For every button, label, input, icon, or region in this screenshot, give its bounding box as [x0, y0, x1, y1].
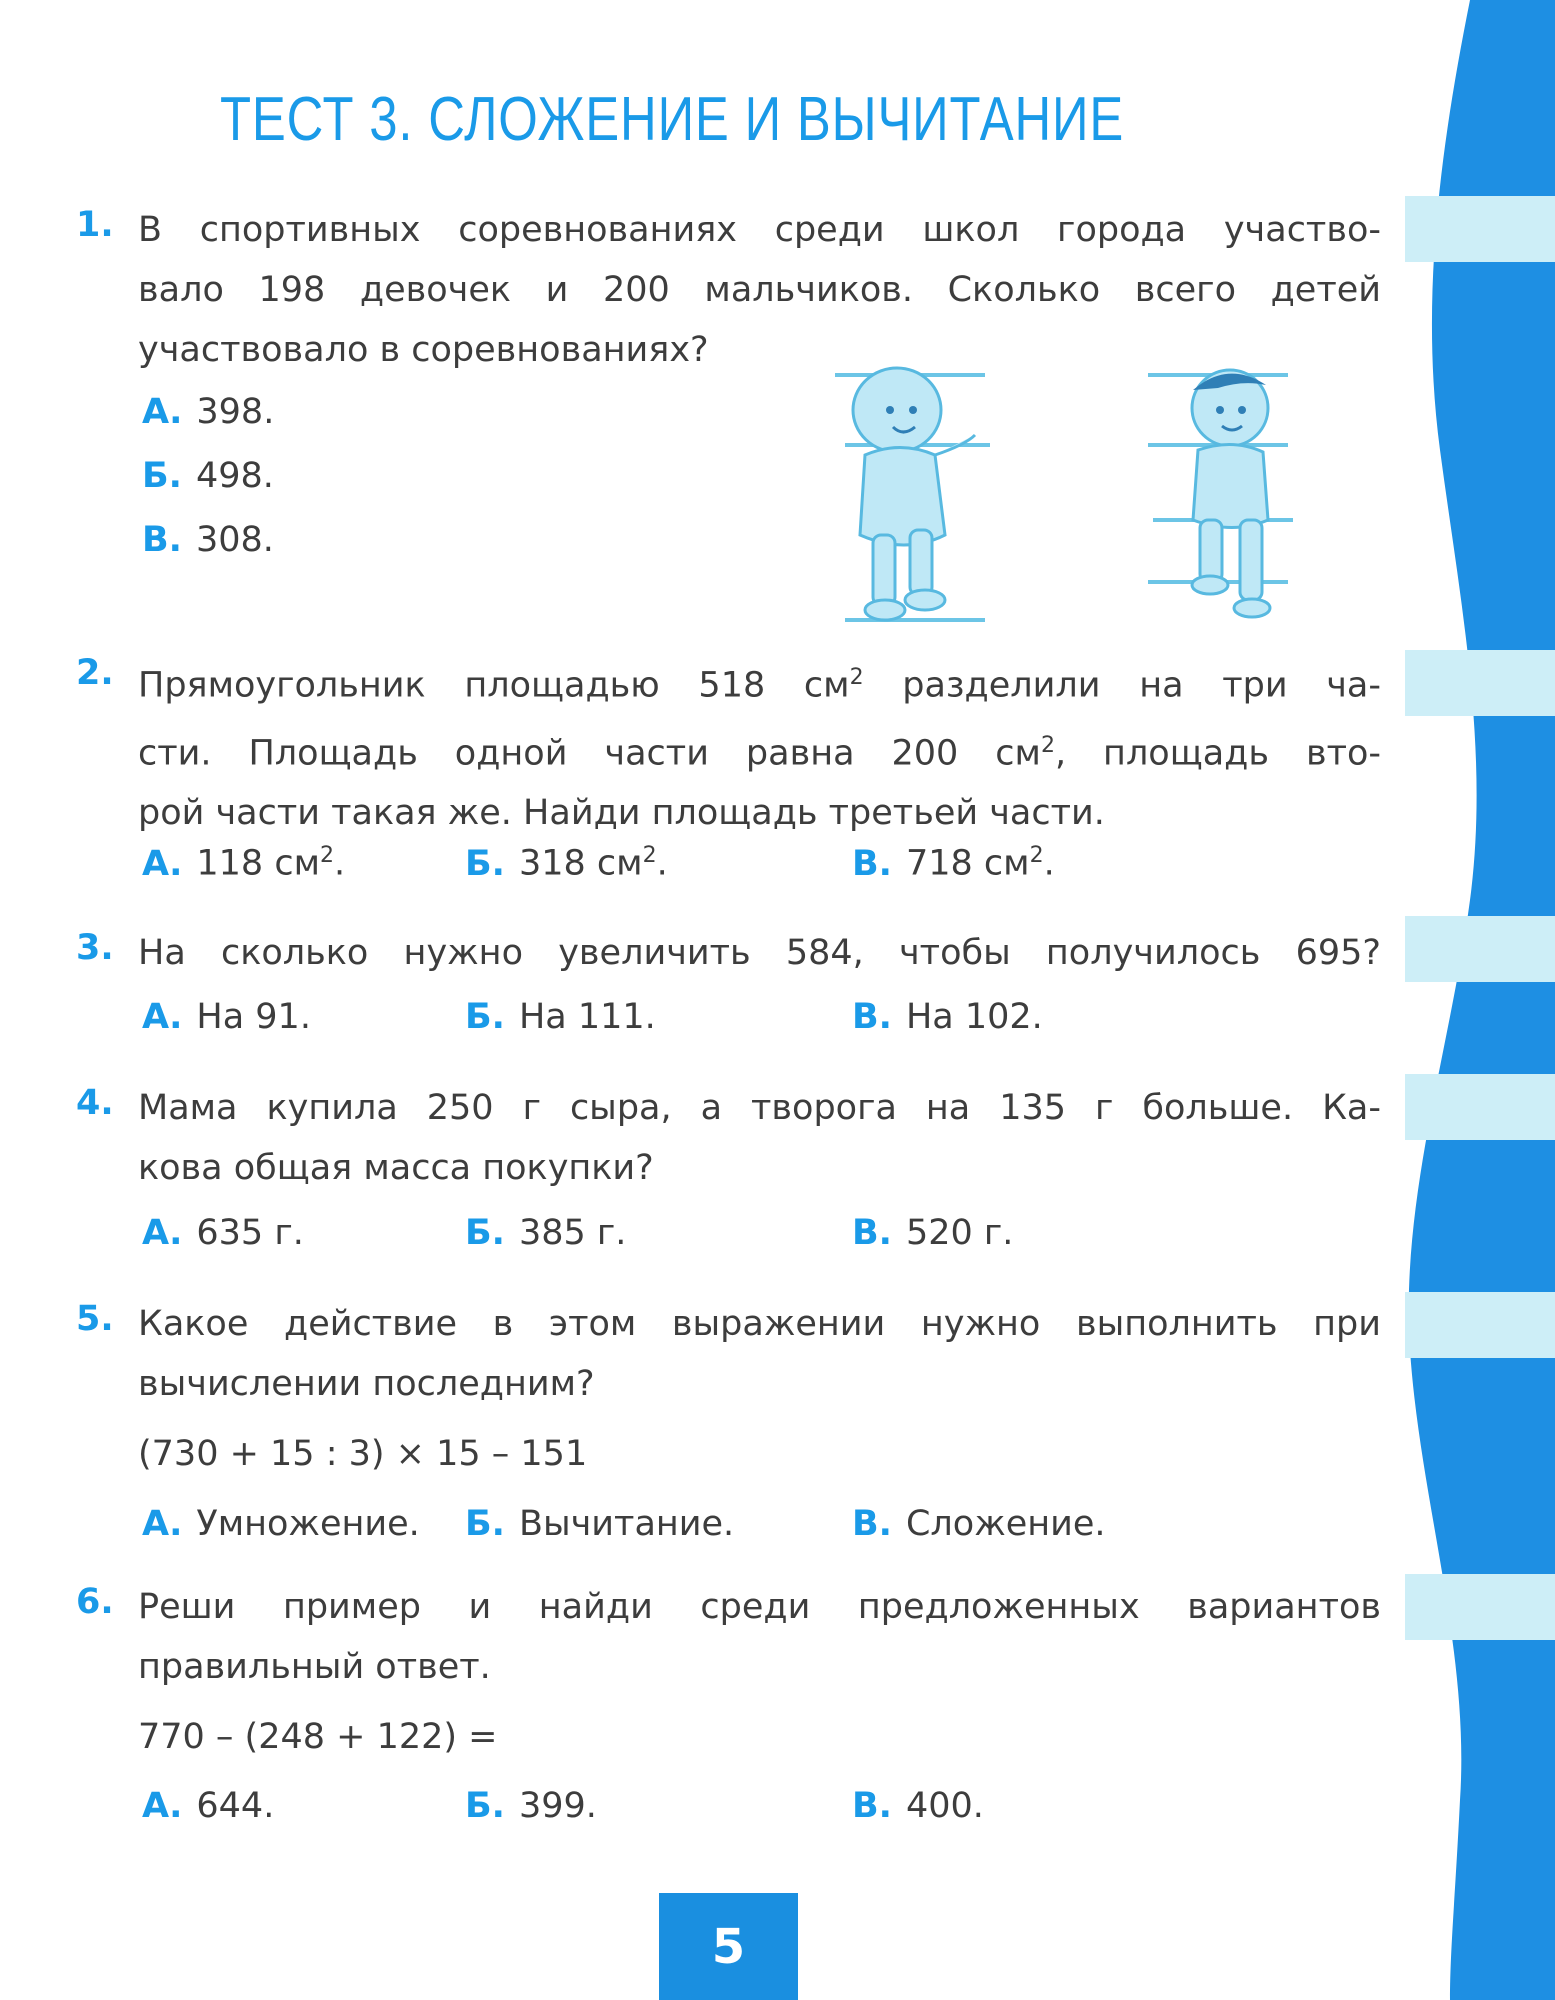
option-letter: Б.: [465, 1504, 505, 1544]
question-number: 4.: [76, 1083, 114, 1123]
option-text: На 91.: [196, 997, 311, 1037]
text-line: На сколько нужно увеличить 584, чтобы получилось 695?: [138, 933, 1381, 973]
question-3: [76, 923, 1381, 983]
answer-option-b[interactable]: Б. 318 $см^2$.: [465, 843, 668, 884]
girl-climbing-illustration: [825, 355, 995, 635]
text-line: правильный ответ.: [138, 1647, 491, 1687]
stripe-1: [1405, 196, 1555, 262]
text-line: вало 198 девочек и 200 мальчиков. Сколько всего детей: [138, 270, 1381, 310]
question-number: 3.: [76, 928, 114, 968]
option-text: Сложение.: [905, 1504, 1106, 1544]
option-text: 718 см: [905, 843, 1030, 884]
option-letter: Б.: [465, 1213, 505, 1253]
question-5: [76, 1294, 1381, 1414]
option-letter: А.: [142, 997, 183, 1037]
text-line: вычислении последним?: [138, 1364, 595, 1404]
question-1: [76, 200, 1381, 380]
answer-option-b[interactable]: [465, 1786, 597, 1826]
option-letter: Б.: [465, 997, 505, 1037]
stripe-5: [1405, 1292, 1555, 1358]
answer-option-b[interactable]: [465, 1213, 626, 1253]
text-line: сти. Площадь одной части равна 200 $см^2$, площадь вто-: [138, 732, 1381, 774]
answer-option-a[interactable]: А. 118 $см^2$.: [142, 843, 346, 884]
question-2: [76, 648, 1381, 843]
stripe-2: [1405, 650, 1555, 716]
answer-option-c[interactable]: [852, 1786, 984, 1826]
answer-option-b[interactable]: [142, 456, 274, 496]
stripe-4: [1405, 1074, 1555, 1140]
option-text: 520 г.: [905, 1213, 1014, 1253]
option-text: Умножение.: [196, 1504, 420, 1544]
answer-option-a[interactable]: [142, 392, 274, 432]
option-letter: В.: [852, 1504, 892, 1544]
option-letter: А.: [142, 1504, 183, 1544]
text-line: Мама купила 250 г сыра, а творога на 135 г больше. Ка-: [138, 1088, 1381, 1128]
option-letter: А.: [142, 392, 183, 432]
option-text: 399.: [518, 1786, 597, 1826]
stripe-6: [1405, 1574, 1555, 1640]
option-letter: В.: [852, 1786, 892, 1826]
option-letter: А.: [142, 1786, 183, 1826]
option-letter: В.: [852, 1213, 892, 1253]
page-title: ТЕСТ 3. СЛОЖЕНИЕ И ВЫЧИТАНИЕ: [220, 85, 1125, 154]
option-letter: Б.: [142, 456, 182, 496]
answer-option-c[interactable]: [852, 1504, 1106, 1544]
option-text: 400.: [905, 1786, 984, 1826]
question-number: 5.: [76, 1299, 114, 1339]
option-letter: Б.: [465, 1786, 505, 1826]
option-letter: Б.: [465, 843, 505, 884]
answer-option-b[interactable]: [465, 997, 656, 1037]
math-expression: 770 – (248 + 122) =: [138, 1717, 498, 1757]
answer-option-b[interactable]: [465, 1504, 734, 1544]
stripe-3: [1405, 916, 1555, 982]
answer-option-c[interactable]: [142, 520, 274, 560]
answer-option-a[interactable]: [142, 1504, 420, 1544]
option-text: 398.: [196, 392, 275, 432]
question-text: [138, 1577, 1381, 1697]
option-text: Вычитание.: [518, 1504, 735, 1544]
math-expression: (730 + 15 : 3) × 15 – 151: [138, 1434, 588, 1474]
question-text: [138, 648, 1381, 843]
page-number-box: [659, 1893, 798, 2000]
text-line: Реши пример и найди среди предложенных вариантов: [138, 1587, 1381, 1627]
text-line: кова общая масса покупки?: [138, 1148, 654, 1188]
text-line: участвовало в соревнованиях?: [138, 330, 709, 370]
option-text: На 111.: [518, 997, 656, 1037]
blue-wave-band: [1409, 0, 1555, 2000]
question-text: [138, 923, 1381, 983]
question-text: [138, 1294, 1381, 1414]
option-text: 318 см: [518, 843, 643, 884]
option-text: 644.: [196, 1786, 275, 1826]
option-text: 308.: [195, 520, 274, 560]
option-letter: А.: [142, 843, 183, 884]
option-letter: В.: [852, 843, 892, 884]
option-letter: В.: [142, 520, 182, 560]
question-6: [76, 1577, 1381, 1697]
boy-climbing-illustration: [1148, 360, 1298, 630]
question-number: 1.: [76, 205, 114, 245]
answer-option-c[interactable]: [852, 997, 1043, 1037]
question-number: 6.: [76, 1582, 114, 1622]
text-line: В спортивных соревнованиях среди школ города участво-: [138, 210, 1381, 250]
question-text: [138, 1078, 1381, 1198]
question-text: [138, 200, 1381, 380]
question-number: 2.: [76, 653, 114, 693]
text-line: Какое действие в этом выражении нужно выполнить при: [138, 1304, 1381, 1344]
page-number: 5: [711, 1918, 746, 1975]
option-text: 118 см: [196, 843, 320, 884]
answer-option-c[interactable]: В. 718 $см^2$.: [852, 843, 1055, 884]
option-text: На 102.: [905, 997, 1043, 1037]
option-text: 385 г.: [518, 1213, 627, 1253]
answer-option-a[interactable]: [142, 1213, 304, 1253]
answer-option-a[interactable]: [142, 997, 311, 1037]
option-letter: А.: [142, 1213, 183, 1253]
answer-option-c[interactable]: [852, 1213, 1013, 1253]
option-letter: В.: [852, 997, 892, 1037]
text-line: рой части такая же. Найди площадь третьей части.: [138, 793, 1105, 834]
text-line: Прямоугольник площадью 518 $см^2$ разделили на три ча-: [138, 665, 1382, 706]
question-4: [76, 1078, 1381, 1198]
option-text: 635 г.: [196, 1213, 304, 1253]
option-text: 498.: [195, 456, 274, 496]
answer-option-a[interactable]: [142, 1786, 274, 1826]
